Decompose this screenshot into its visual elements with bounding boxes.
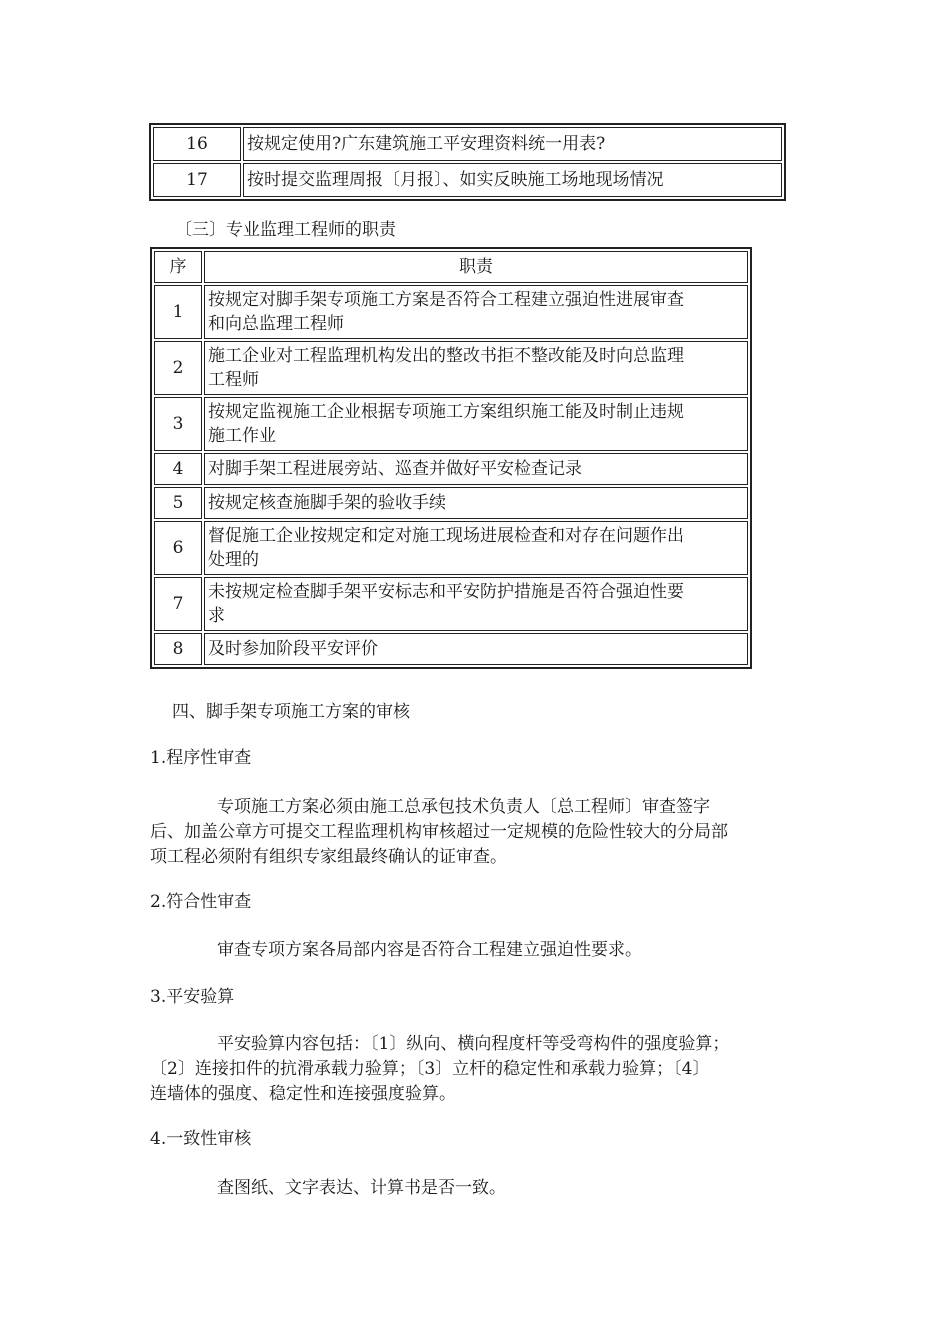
table-row	[153, 127, 782, 161]
table-row	[154, 397, 748, 451]
section-title: 四、脚手架专项施工方案的审核	[172, 702, 410, 722]
section-title: 〔三〕专业监理工程师的职责	[175, 220, 396, 240]
item-heading: 2.符合性审查	[150, 892, 252, 912]
row-line: 按规定对脚手架专项施工方案是否符合工程建立强迫性进展审查	[208, 290, 684, 310]
paragraph-line: 审查专项方案各局部内容是否符合工程建立强迫性要求。	[217, 940, 642, 960]
paragraph-line: 查图纸、文字表达、计算书是否一致。	[217, 1178, 506, 1198]
row-number: 5	[154, 487, 202, 519]
row-text	[204, 397, 748, 451]
row-text	[204, 341, 748, 395]
row-line: 求	[208, 606, 225, 626]
table-row	[154, 633, 748, 665]
row-number: 16	[153, 127, 241, 161]
row-line: 未按规定检查脚手架平安标志和平安防护措施是否符合强迫性要	[208, 582, 684, 602]
row-line: 和向总监理工程师	[208, 314, 344, 334]
row-text: 按规定核查施脚手架的验收手续	[204, 487, 748, 519]
row-text: 及时参加阶段平安评价	[204, 633, 748, 665]
row-line: 施工作业	[208, 426, 276, 446]
row-line: 工程师	[208, 370, 259, 390]
item-heading: 1.程序性审查	[150, 748, 252, 768]
table-row	[154, 487, 748, 519]
table-duties	[150, 247, 752, 669]
header-no: 序	[154, 251, 202, 283]
table-row	[154, 341, 748, 395]
table-top	[149, 123, 786, 201]
row-text	[204, 577, 748, 631]
row-number: 7	[154, 577, 202, 631]
table-row	[154, 577, 748, 631]
row-text: 对脚手架工程进展旁站、巡查并做好平安检查记录	[204, 453, 748, 485]
row-number: 4	[154, 453, 202, 485]
row-text	[204, 285, 748, 339]
row-line: 督促施工企业按规定和定对施工现场进展检查和对存在问题作出	[208, 526, 684, 546]
paragraph-line: 项工程必须附有组织专家组最终确认的证审查。	[150, 847, 507, 867]
row-line: 按规定监视施工企业根据专项施工方案组织施工能及时制止违规	[208, 402, 684, 422]
row-number: 1	[154, 285, 202, 339]
row-number: 2	[154, 341, 202, 395]
row-number: 8	[154, 633, 202, 665]
table-row	[154, 521, 748, 575]
row-line: 施工企业对工程监理机构发出的整改书拒不整改能及时向总监理	[208, 346, 684, 366]
table-row	[153, 163, 782, 197]
row-number: 3	[154, 397, 202, 451]
row-text	[204, 521, 748, 575]
row-line: 处理的	[208, 550, 259, 570]
table-header-row	[154, 251, 748, 283]
table-row	[154, 285, 748, 339]
item-heading: 4.一致性审核	[150, 1129, 252, 1149]
paragraph-line: 平安验算内容包括：〔1〕纵向、横向程度杆等受弯构件的强度验算；	[217, 1034, 730, 1054]
paragraph-line: 专项施工方案必须由施工总承包技术负责人〔总工程师〕审查签字	[217, 797, 710, 817]
table-row	[154, 453, 748, 485]
row-text: 按规定使用?广东建筑施工平安理资料统一用表?	[243, 127, 782, 161]
row-text: 按时提交监理周报〔月报〕、如实反映施工场地现场情况	[243, 163, 782, 197]
row-number: 6	[154, 521, 202, 575]
paragraph-line: 连墙体的强度、稳定性和连接强度验算。	[150, 1084, 456, 1104]
item-heading: 3.平安验算	[150, 987, 235, 1007]
header-duty: 职责	[204, 251, 748, 283]
paragraph-line: 〔2〕连接扣件的抗滑承载力验算；〔3〕立杆的稳定性和承载力验算；〔4〕	[150, 1059, 710, 1079]
row-number: 17	[153, 163, 241, 197]
paragraph-line: 后、加盖公章方可提交工程监理机构审核超过一定规模的危险性较大的分局部	[150, 822, 728, 842]
